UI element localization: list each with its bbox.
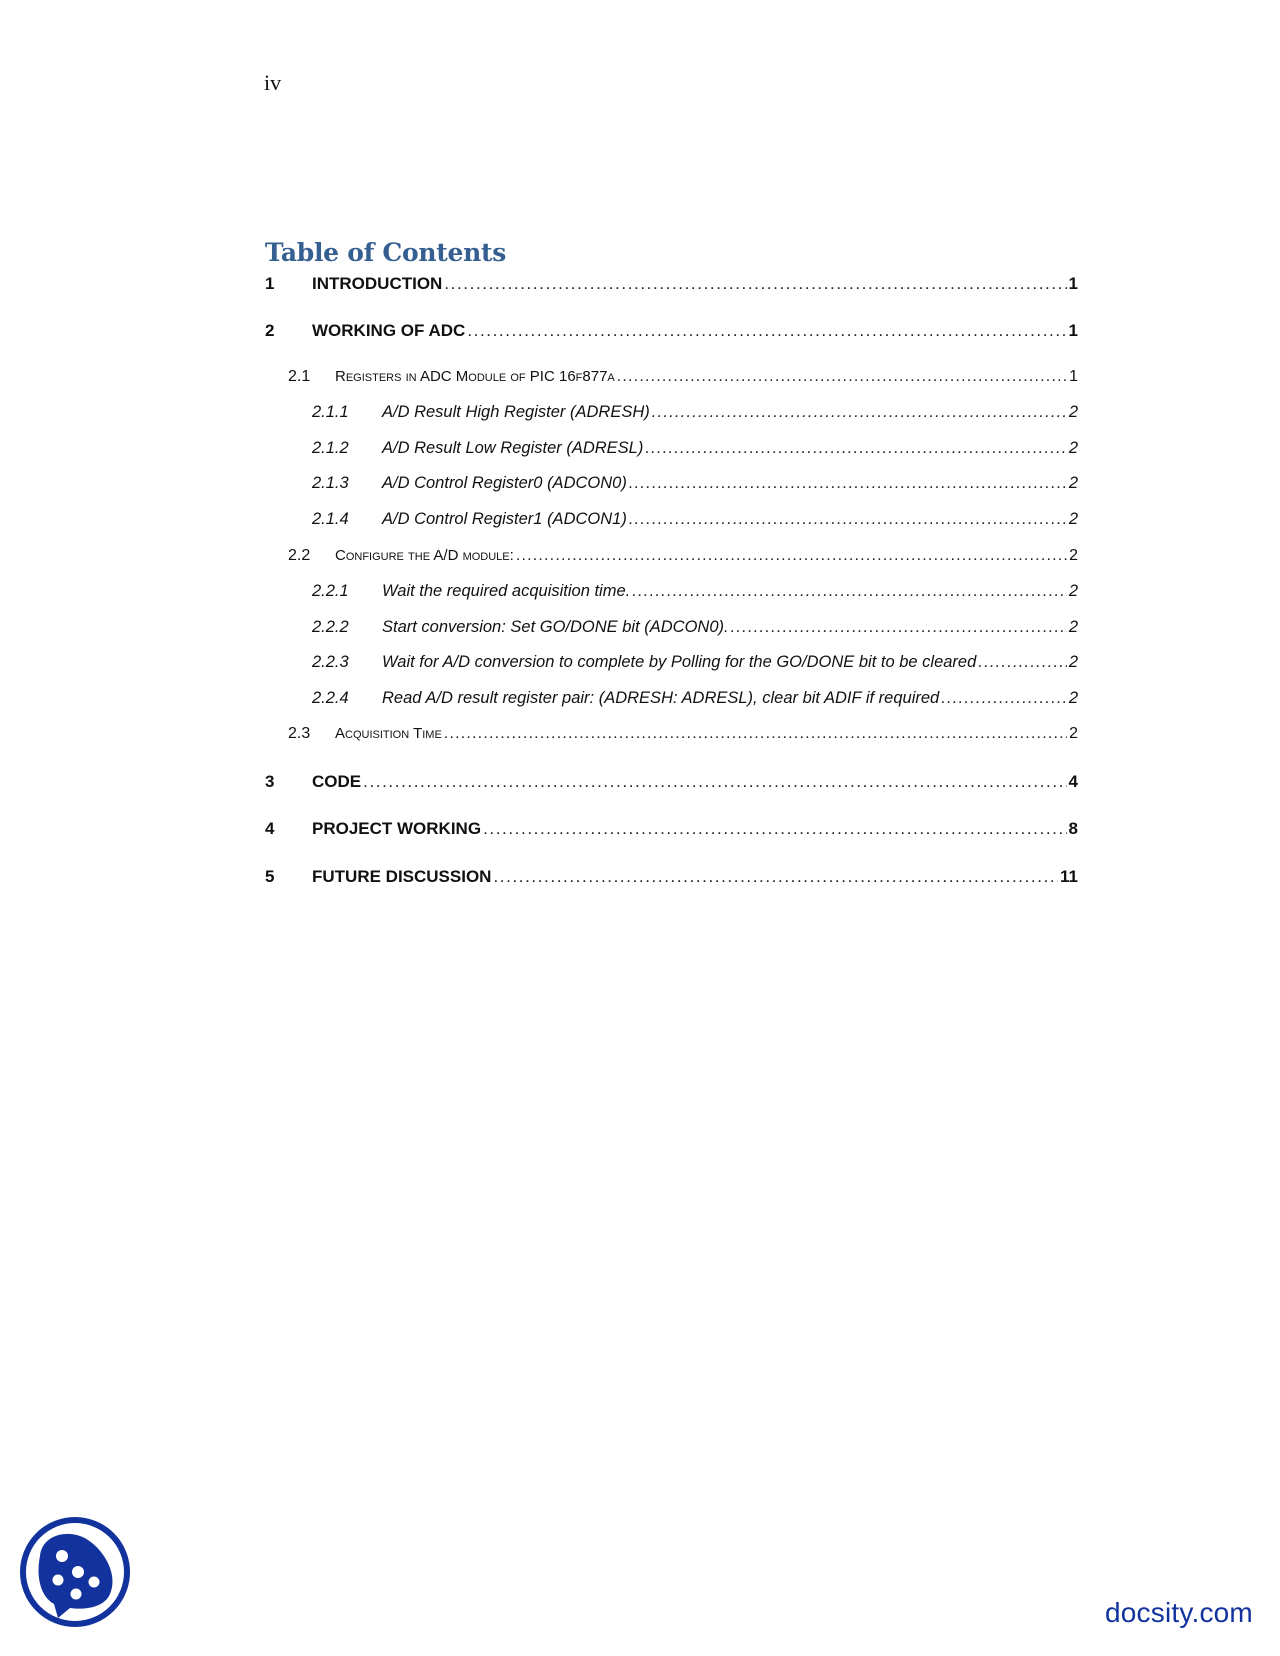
toc-leader-dots: [467, 321, 1066, 341]
toc-entry-page: 1: [1068, 274, 1078, 293]
toc-leader-dots: [941, 689, 1067, 708]
toc-entry-page: 2: [1068, 618, 1078, 636]
toc-entry-project-working[interactable]: [265, 819, 1078, 843]
toc-leader-dots: [629, 510, 1067, 529]
toc-entry-page: 2: [1068, 474, 1078, 492]
docsity-brand-text[interactable]: docsity.com: [1105, 1597, 1253, 1628]
toc-entry-adresh[interactable]: [312, 403, 1078, 427]
toc-leader-dots: [444, 274, 1066, 294]
toc-entry-page: 2: [1068, 403, 1078, 421]
toc-entry-page: 1: [1069, 368, 1078, 385]
toc-entry-wait-conversion[interactable]: [312, 653, 1078, 677]
toc-entry-page: 2: [1068, 653, 1078, 671]
toc-entry-label: WORKING OF ADC: [312, 321, 466, 340]
toc-entry-acquisition-time[interactable]: [288, 725, 1078, 749]
toc-entry-page: 1: [1068, 321, 1078, 340]
toc-leader-dots: [493, 867, 1058, 887]
toc-entry-read-result[interactable]: [312, 689, 1078, 713]
toc-entry-label: A/D Result High Register (ADRESH): [382, 403, 650, 421]
toc-leader-dots: [363, 772, 1066, 792]
toc-entry-adresl[interactable]: [312, 439, 1078, 463]
toc-entry-label: Read A/D result register pair: (ADRESH: ADRESL), clear bit ADIF if required: [382, 689, 940, 707]
toc-entry-adcon0[interactable]: [312, 474, 1078, 498]
toc-leader-dots: [629, 474, 1067, 493]
toc-entry-number: 1: [265, 274, 275, 293]
docsity-logo-icon[interactable]: [20, 1516, 130, 1628]
toc-entry-number: 5: [265, 867, 275, 886]
toc-leader-dots: [652, 403, 1067, 422]
toc-entry-number: 2.1.4: [312, 510, 349, 528]
toc-entry-number: 4: [265, 819, 275, 838]
toc-entry-label: Wait for A/D conversion to complete by Polling for the GO/DONE bit to be cleared: [382, 653, 977, 671]
toc-leader-dots: [731, 618, 1067, 637]
toc-entry-label: Wait the required acquisition time.: [382, 582, 631, 600]
toc-entry-page: 2: [1068, 510, 1078, 528]
toc-entry-label: Acquisition Time: [335, 725, 442, 742]
toc-leader-dots: [978, 653, 1067, 672]
page-number: iv: [264, 70, 282, 95]
toc-entry-code[interactable]: [265, 772, 1078, 796]
toc-entry-label: A/D Result Low Register (ADRESL): [382, 439, 644, 457]
toc-entry-label: A/D Control Register0 (ADCON0): [382, 474, 627, 492]
toc-entry-label: Registers in ADC Module of PIC 16f877a: [335, 368, 615, 385]
toc-entry-label: INTRODUCTION: [312, 274, 443, 293]
toc-entry-number: 2.2.3: [312, 653, 349, 671]
toc-entry-page: 2: [1068, 582, 1078, 600]
toc-entry-page: 2: [1068, 439, 1078, 457]
toc-entry-page: 8: [1068, 819, 1078, 838]
toc-entry-acquisition-wait[interactable]: [312, 582, 1078, 606]
toc-entry-number: 2.3: [288, 725, 311, 742]
toc-entry-number: 2: [265, 321, 275, 340]
toc-entry-number: 2.1.2: [312, 439, 349, 457]
toc-entry-configure-ad-module[interactable]: [288, 547, 1078, 571]
toc-entry-number: 2.1.3: [312, 474, 349, 492]
toc-entry-page: 2: [1069, 725, 1078, 742]
toc-title: Table of Contents: [265, 238, 507, 267]
toc-entry-number: 2.1.1: [312, 403, 349, 421]
toc-leader-dots: [516, 547, 1067, 565]
toc-entry-number: 2.2: [288, 547, 311, 564]
toc-entry-adcon1[interactable]: [312, 510, 1078, 534]
toc-entry-working-of-adc[interactable]: [265, 321, 1078, 345]
toc-entry-page: 4: [1068, 772, 1078, 791]
toc-leader-dots: [617, 368, 1067, 386]
toc-entry-number: 2.2.1: [312, 582, 349, 600]
toc-entry-number: 2.2.2: [312, 618, 349, 636]
toc-entry-introduction[interactable]: [265, 274, 1078, 298]
toc-leader-dots: [632, 582, 1067, 601]
toc-leader-dots: [483, 819, 1066, 839]
toc-entry-number: 2.1: [288, 368, 311, 385]
toc-entry-label: PROJECT WORKING: [312, 819, 482, 838]
toc-entry-label: A/D Control Register1 (ADCON1): [382, 510, 627, 528]
toc-leader-dots: [444, 725, 1067, 743]
toc-leader-dots: [645, 439, 1066, 458]
toc-entry-label: Configure the A/D module:: [335, 547, 514, 564]
toc-entry-label: FUTURE DISCUSSION: [312, 867, 492, 886]
toc-entry-page: 2: [1068, 689, 1078, 707]
toc-entry-number: 3: [265, 772, 275, 791]
toc-entry-page: 11: [1060, 867, 1078, 886]
toc-entry-label: Start conversion: Set GO/DONE bit (ADCON0).: [382, 618, 729, 636]
toc-entry-label: CODE: [312, 772, 362, 791]
toc-entry-number: 2.2.4: [312, 689, 349, 707]
toc-entry-future-discussion[interactable]: [265, 867, 1078, 891]
toc-entry-start-conversion[interactable]: [312, 618, 1078, 642]
toc-entry-page: 2: [1069, 547, 1078, 564]
toc-entry-registers-in-adc[interactable]: [288, 368, 1078, 392]
